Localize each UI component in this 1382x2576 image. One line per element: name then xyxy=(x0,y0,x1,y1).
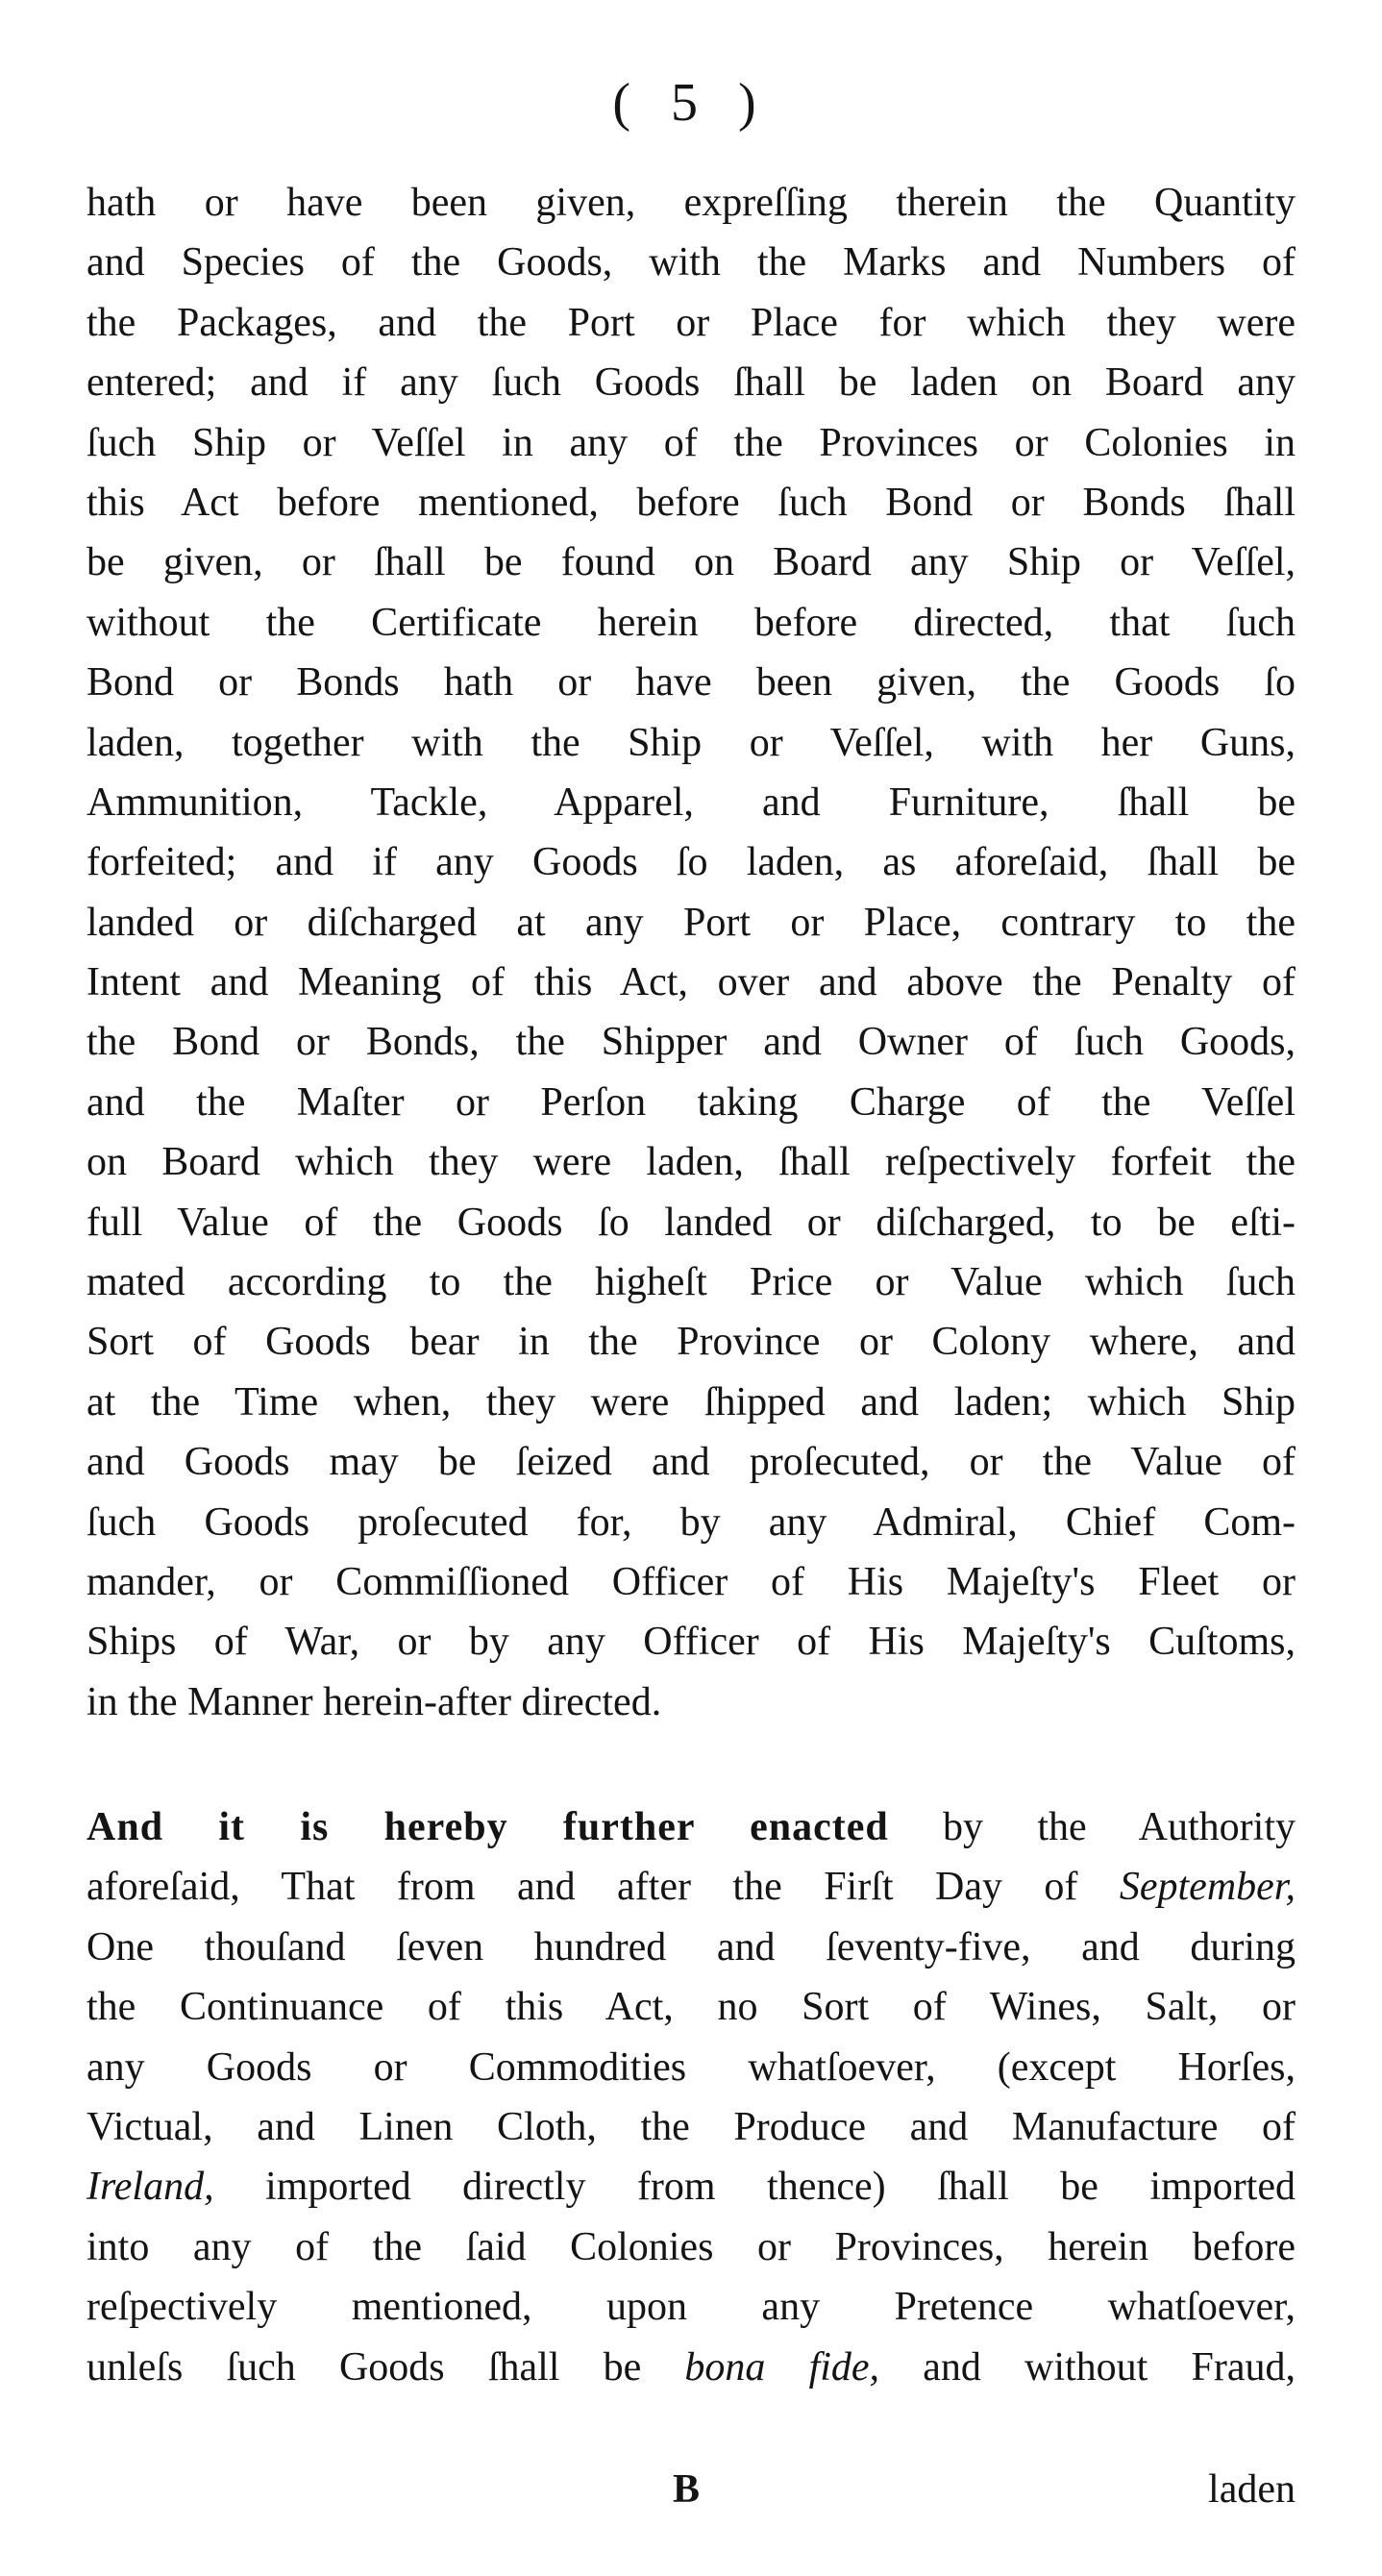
italic-place: Ireland, xyxy=(86,2165,214,2210)
text-line xyxy=(86,2157,1296,2217)
text-span: unleſs ſuch Goods ſhall be xyxy=(86,2344,685,2390)
text-line: Ships of War, or by any Officer of His Majeſty's Cuſtoms, xyxy=(86,1620,1296,1665)
italic-phrase: bona fide, xyxy=(684,2344,880,2390)
text-line: on Board which they were laden, ſhall reſpectively forfeit the xyxy=(86,1140,1296,1185)
text-line: reſpectively mentioned, upon any Pretence whatſoever, xyxy=(86,2285,1296,2330)
text-line: full Value of the Goods ſo landed or diſcharged, to be eſti- xyxy=(86,1200,1296,1245)
text-line: entered; and if any ſuch Goods ſhall be laden on Board any xyxy=(86,360,1296,406)
text-line: at the Time when, they were ſhipped and laden; which Ship xyxy=(86,1379,1296,1424)
text-line: Sort of Goods bear in the Province or Colony where, and xyxy=(86,1320,1296,1365)
text-line: mander, or Commiſſioned Officer of His Majeſty's Fleet or xyxy=(86,1559,1296,1604)
text-line: in the Manner herein-after directed. xyxy=(86,1679,662,1724)
text-line: and Goods may be ſeized and proſecuted, or the Value of xyxy=(86,1440,1296,1485)
page-number: ( 5 ) xyxy=(612,73,770,133)
text-line: mated according to the higheſt Price or Value which ſuch xyxy=(86,1260,1296,1305)
signature-mark: B xyxy=(673,2467,701,2512)
text-line: any Goods or Commodities whatſoever, (except Horſes, xyxy=(86,2044,1296,2090)
text-span: imported directly from thence) ſhall be imported xyxy=(213,2165,1296,2210)
text-line: Victual, and Linen Cloth, the Produce and Manufacture of xyxy=(86,2104,1296,2149)
text-span: aforeſaid, That from and after the Firſt Day of xyxy=(86,1865,1120,1910)
text-line: be given, or ſhall be found on Board any Ship or Veſſel, xyxy=(86,540,1296,585)
text-line: the Packages, and the Port or Place for which they were xyxy=(86,300,1296,345)
paragraph-1 xyxy=(86,173,1296,1732)
text-span: and without Fraud, xyxy=(879,2344,1296,2390)
text-line: forfeited; and if any Goods ſo laden, as aforeſaid, ſhall be xyxy=(86,840,1296,885)
text-line: One thouſand ſeven hundred and ſeventy-five, and during xyxy=(86,1924,1296,1969)
italic-month: September, xyxy=(1119,1865,1296,1910)
text-line: ſuch Ship or Veſſel in any of the Provinces or Colonies in xyxy=(86,420,1296,465)
text-line: this Act before mentioned, before ſuch Bond or Bonds ſhall xyxy=(86,480,1296,525)
text-line: Intent and Meaning of this Act, over and above the Penalty of xyxy=(86,960,1296,1005)
catchword: laden xyxy=(1208,2467,1296,2512)
text-line: ſuch Goods proſecuted for, by any Admiral, Chief Com- xyxy=(86,1499,1296,1545)
text-line: laden, together with the Ship or Veſſel, with her Guns, xyxy=(86,720,1296,765)
paragraph-2 xyxy=(86,1797,1296,2397)
text-line: without the Certificate herein before directed, that ſuch xyxy=(86,600,1296,645)
text-line: Ammunition, Tackle, Apparel, and Furniture, ſhall be xyxy=(86,780,1296,825)
text-line: hath or have been given, expreſſing therein the Quantity xyxy=(86,181,1296,225)
text-line xyxy=(86,1797,1296,1857)
text-line xyxy=(86,1857,1296,1917)
text-line: landed or diſcharged at any Port or Place, contrary to the xyxy=(86,900,1296,945)
text-line: into any of the ſaid Colonies or Provinces, herein before xyxy=(86,2224,1296,2269)
blackletter-opening: And it is hereby further enacted xyxy=(86,1805,889,1849)
text-line: Bond or Bonds hath or have been given, the Goods ſo xyxy=(86,660,1296,706)
text-line: the Continuance of this Act, no Sort of Wines, Salt, or xyxy=(86,1985,1296,2030)
text-line xyxy=(86,2338,1296,2397)
text-line: and the Maſter or Perſon taking Charge of the Veſſel xyxy=(86,1079,1296,1125)
text-line: the Bond or Bonds, the Shipper and Owner of ſuch Goods, xyxy=(86,1020,1296,1065)
text-span: by the Authority xyxy=(888,1805,1296,1849)
text-line: and Species of the Goods, with the Marks and Numbers of xyxy=(86,240,1296,285)
